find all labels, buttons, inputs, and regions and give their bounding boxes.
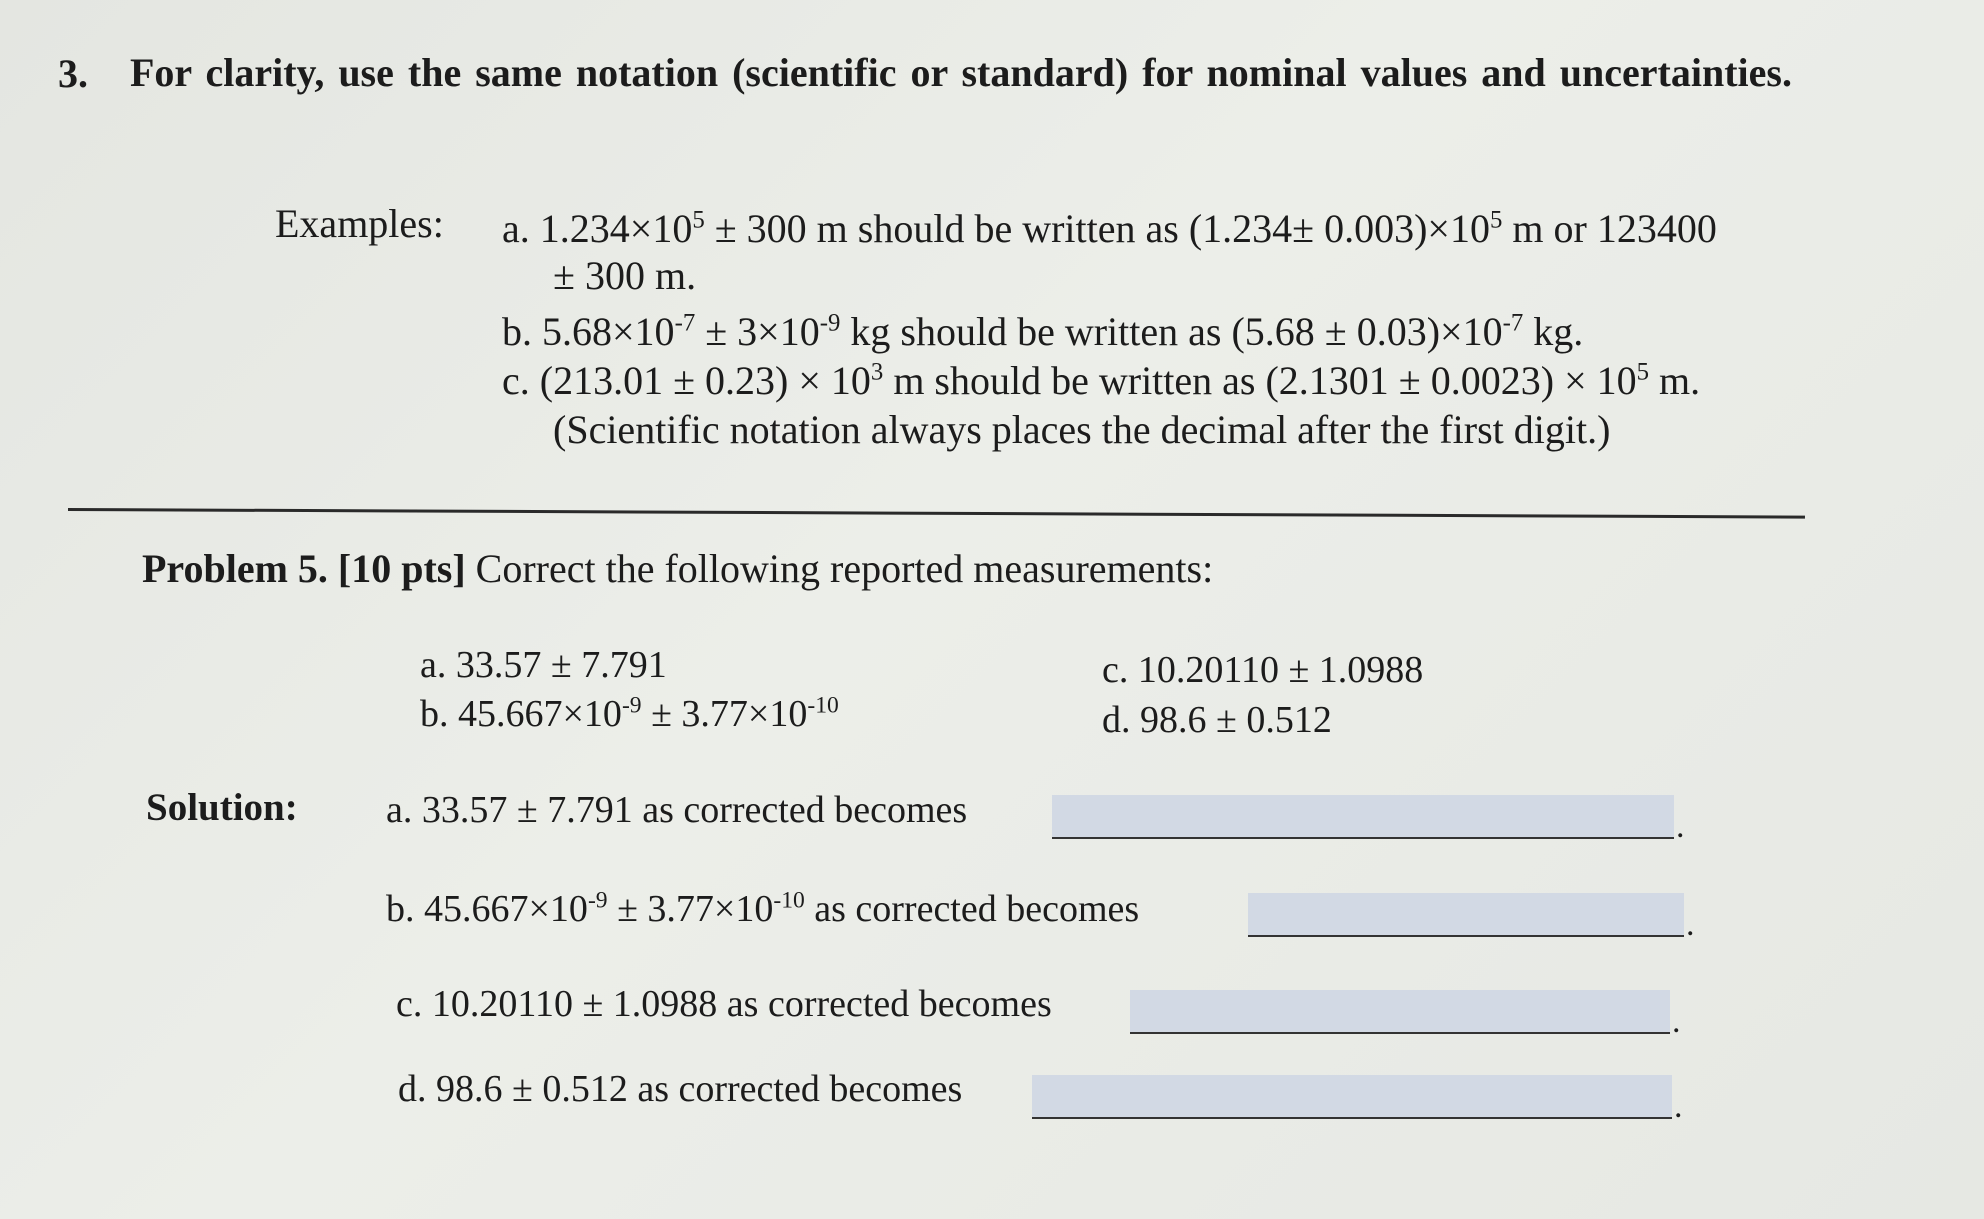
problem-item-b: b. $45.667\times 10^{-9} \pm 3.77\times 10^{-10}$ [420,692,839,735]
problem-item-d: d. 98.6 ± 0.512 [1102,699,1332,741]
answer-a-field[interactable] [1052,795,1674,839]
solution-b-prompt: b. $45.667\times 10^{-9} \pm 3.77\times 10^{-10}$ as corrected becomes [386,887,1140,930]
problem-title: Problem 5. [10 pts] Correct the following reported measurements: [142,546,1214,591]
period-d: . [1674,1088,1683,1125]
section-divider [68,508,1805,519]
period-a: . [1676,808,1685,845]
solution-c-prompt: c. 10.20110 ± 1.0988 as corrected becomes [396,983,1052,1025]
period-b: . [1686,906,1695,943]
period-c: . [1672,1003,1681,1040]
problem-item-c: c. 10.20110 ± 1.0988 [1102,649,1424,691]
solution-d-prompt: d. 98.6 ± 0.512 as corrected becomes [398,1068,963,1110]
examples-label: Examples: [275,201,444,246]
example-c: c. $(213.01 \pm 0.23) \times 10^3$ m should be written as $(2.1301 \pm 0.0023) \times 10^5$ m. [502,358,1701,403]
example-b: b. $5.68\times 10^{-7} \pm 3\times 10^{-9}$ kg should be written as $(5.68 \pm 0.03)\times 10^{-7}$ kg. [502,309,1584,354]
answer-b-field[interactable] [1248,893,1684,937]
example-a-line2: ± 300 m. [553,253,697,298]
rule-text: For clarity, use the same notation (scientific or standard) for nominal values and uncertainties. [130,50,1792,95]
answer-d-field[interactable] [1032,1075,1672,1119]
solution-label: Solution: [146,786,298,829]
answer-c-field[interactable] [1130,990,1670,1034]
problem-item-a: a. 33.57 ± 7.791 [420,644,667,686]
example-a: a. $1.234\times 10^5 \pm 300$ m should be written as $(1.234\pm 0.003)\times 10^5$ m or 123400 [502,206,1717,251]
example-c-note: (Scientific notation always places the decimal after the first digit.) [553,407,1611,452]
solution-a-prompt: a. 33.57 ± 7.791 as corrected becomes [386,789,968,831]
rule-number: 3. [58,51,88,96]
